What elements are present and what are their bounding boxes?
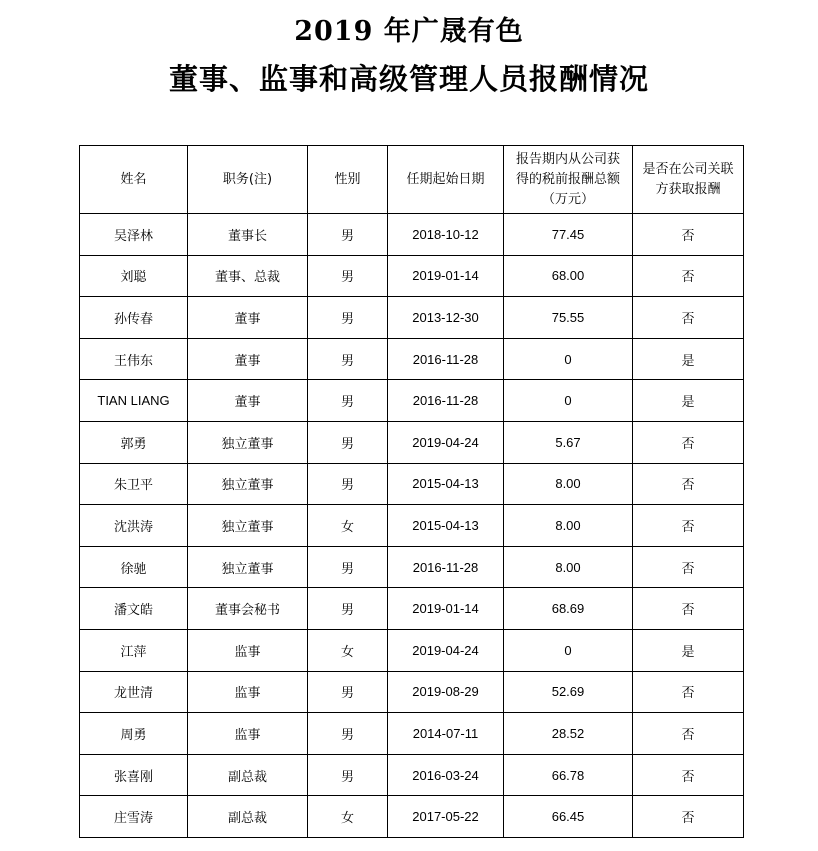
cell-related-party: 否	[633, 713, 744, 755]
document-title	[0, 10, 818, 104]
cell-name: 沈洪涛	[80, 505, 188, 547]
header-related-party	[633, 146, 744, 214]
cell-related-party: 否	[633, 421, 744, 463]
header-compensation-text: 报告期内从公司获得的税前报酬总额（万元）	[516, 151, 621, 207]
cell-gender: 男	[308, 421, 388, 463]
header-compensation	[504, 146, 633, 214]
cell-start-date: 2016-03-24	[388, 754, 504, 796]
cell-gender: 男	[308, 671, 388, 713]
cell-compensation: 8.00	[504, 546, 633, 588]
cell-position: 独立董事	[188, 505, 308, 547]
table-row	[80, 671, 744, 713]
table-body	[80, 214, 744, 838]
cell-start-date: 2019-04-24	[388, 421, 504, 463]
cell-position: 副总裁	[188, 796, 308, 838]
table-row	[80, 505, 744, 547]
cell-gender: 男	[308, 380, 388, 422]
cell-name: 周勇	[80, 713, 188, 755]
cell-gender: 女	[308, 796, 388, 838]
table-row	[80, 713, 744, 755]
table-row	[80, 255, 744, 297]
cell-start-date: 2019-01-14	[388, 255, 504, 297]
cell-gender: 男	[308, 255, 388, 297]
cell-compensation: 68.00	[504, 255, 633, 297]
cell-position: 监事	[188, 713, 308, 755]
cell-gender: 男	[308, 588, 388, 630]
cell-compensation: 66.78	[504, 754, 633, 796]
table-row	[80, 380, 744, 422]
cell-position: 独立董事	[188, 546, 308, 588]
cell-position: 监事	[188, 629, 308, 671]
table-row	[80, 546, 744, 588]
cell-related-party: 否	[633, 671, 744, 713]
cell-compensation: 77.45	[504, 214, 633, 256]
cell-compensation: 0	[504, 380, 633, 422]
cell-position: 董事	[188, 380, 308, 422]
cell-compensation: 75.55	[504, 297, 633, 339]
table-row	[80, 297, 744, 339]
table-row	[80, 754, 744, 796]
cell-related-party: 否	[633, 505, 744, 547]
cell-gender: 男	[308, 338, 388, 380]
cell-related-party: 是	[633, 380, 744, 422]
table-row	[80, 214, 744, 256]
header-gender: 性别	[308, 146, 388, 214]
cell-start-date: 2019-08-29	[388, 671, 504, 713]
cell-name: 刘聪	[80, 255, 188, 297]
cell-related-party: 是	[633, 629, 744, 671]
cell-gender: 女	[308, 505, 388, 547]
title-line-subject: 董事、监事和高级管理人员报酬情况	[168, 62, 649, 96]
table-header-row	[80, 146, 744, 214]
cell-position: 董事	[188, 297, 308, 339]
cell-position: 独立董事	[188, 421, 308, 463]
cell-start-date: 2016-11-28	[388, 380, 504, 422]
cell-compensation: 5.67	[504, 421, 633, 463]
cell-name: 王伟东	[80, 338, 188, 380]
table-row	[80, 629, 744, 671]
cell-related-party: 否	[633, 463, 744, 505]
cell-position: 董事	[188, 338, 308, 380]
cell-name: 徐驰	[80, 546, 188, 588]
cell-compensation: 8.00	[504, 505, 633, 547]
compensation-table	[79, 145, 744, 838]
cell-name: 朱卫平	[80, 463, 188, 505]
cell-position: 监事	[188, 671, 308, 713]
cell-related-party: 否	[633, 297, 744, 339]
cell-name: 吴泽林	[80, 214, 188, 256]
cell-start-date: 2015-04-13	[388, 463, 504, 505]
cell-name: 江萍	[80, 629, 188, 671]
cell-compensation: 68.69	[504, 588, 633, 630]
cell-gender: 男	[308, 297, 388, 339]
cell-start-date: 2019-01-14	[388, 588, 504, 630]
title-line-year: 2019 年广晟有色	[294, 16, 524, 47]
cell-gender: 男	[308, 214, 388, 256]
cell-name: 张喜刚	[80, 754, 188, 796]
cell-start-date: 2018-10-12	[388, 214, 504, 256]
cell-name: 孙传春	[80, 297, 188, 339]
cell-related-party: 否	[633, 214, 744, 256]
table-row	[80, 421, 744, 463]
cell-name: 郭勇	[80, 421, 188, 463]
cell-start-date: 2016-11-28	[388, 546, 504, 588]
cell-related-party: 否	[633, 255, 744, 297]
cell-start-date: 2019-04-24	[388, 629, 504, 671]
cell-position: 副总裁	[188, 754, 308, 796]
header-start-date: 任期起始日期	[388, 146, 504, 214]
table-row	[80, 463, 744, 505]
cell-start-date: 2015-04-13	[388, 505, 504, 547]
table-row	[80, 338, 744, 380]
cell-gender: 男	[308, 546, 388, 588]
cell-gender: 男	[308, 754, 388, 796]
cell-gender: 男	[308, 463, 388, 505]
cell-position: 董事、总裁	[188, 255, 308, 297]
cell-gender: 男	[308, 713, 388, 755]
cell-start-date: 2014-07-11	[388, 713, 504, 755]
cell-name: 庄雪涛	[80, 796, 188, 838]
header-name: 姓名	[80, 146, 188, 214]
cell-name: TIAN LIANG	[80, 380, 188, 422]
cell-related-party: 是	[633, 338, 744, 380]
cell-compensation: 66.45	[504, 796, 633, 838]
cell-position: 独立董事	[188, 463, 308, 505]
cell-start-date: 2017-05-22	[388, 796, 504, 838]
cell-start-date: 2013-12-30	[388, 297, 504, 339]
cell-name: 龙世清	[80, 671, 188, 713]
cell-compensation: 0	[504, 338, 633, 380]
cell-compensation: 28.52	[504, 713, 633, 755]
cell-related-party: 否	[633, 796, 744, 838]
cell-name: 潘文皓	[80, 588, 188, 630]
cell-compensation: 8.00	[504, 463, 633, 505]
cell-compensation: 52.69	[504, 671, 633, 713]
cell-start-date: 2016-11-28	[388, 338, 504, 380]
cell-compensation: 0	[504, 629, 633, 671]
cell-related-party: 否	[633, 588, 744, 630]
cell-position: 董事会秘书	[188, 588, 308, 630]
header-position: 职务(注)	[188, 146, 308, 214]
table-row	[80, 588, 744, 630]
cell-gender: 女	[308, 629, 388, 671]
table-row	[80, 796, 744, 838]
header-related-party-text: 是否在公司关联方获取报酬	[642, 161, 734, 197]
cell-position: 董事长	[188, 214, 308, 256]
cell-related-party: 否	[633, 546, 744, 588]
cell-related-party: 否	[633, 754, 744, 796]
